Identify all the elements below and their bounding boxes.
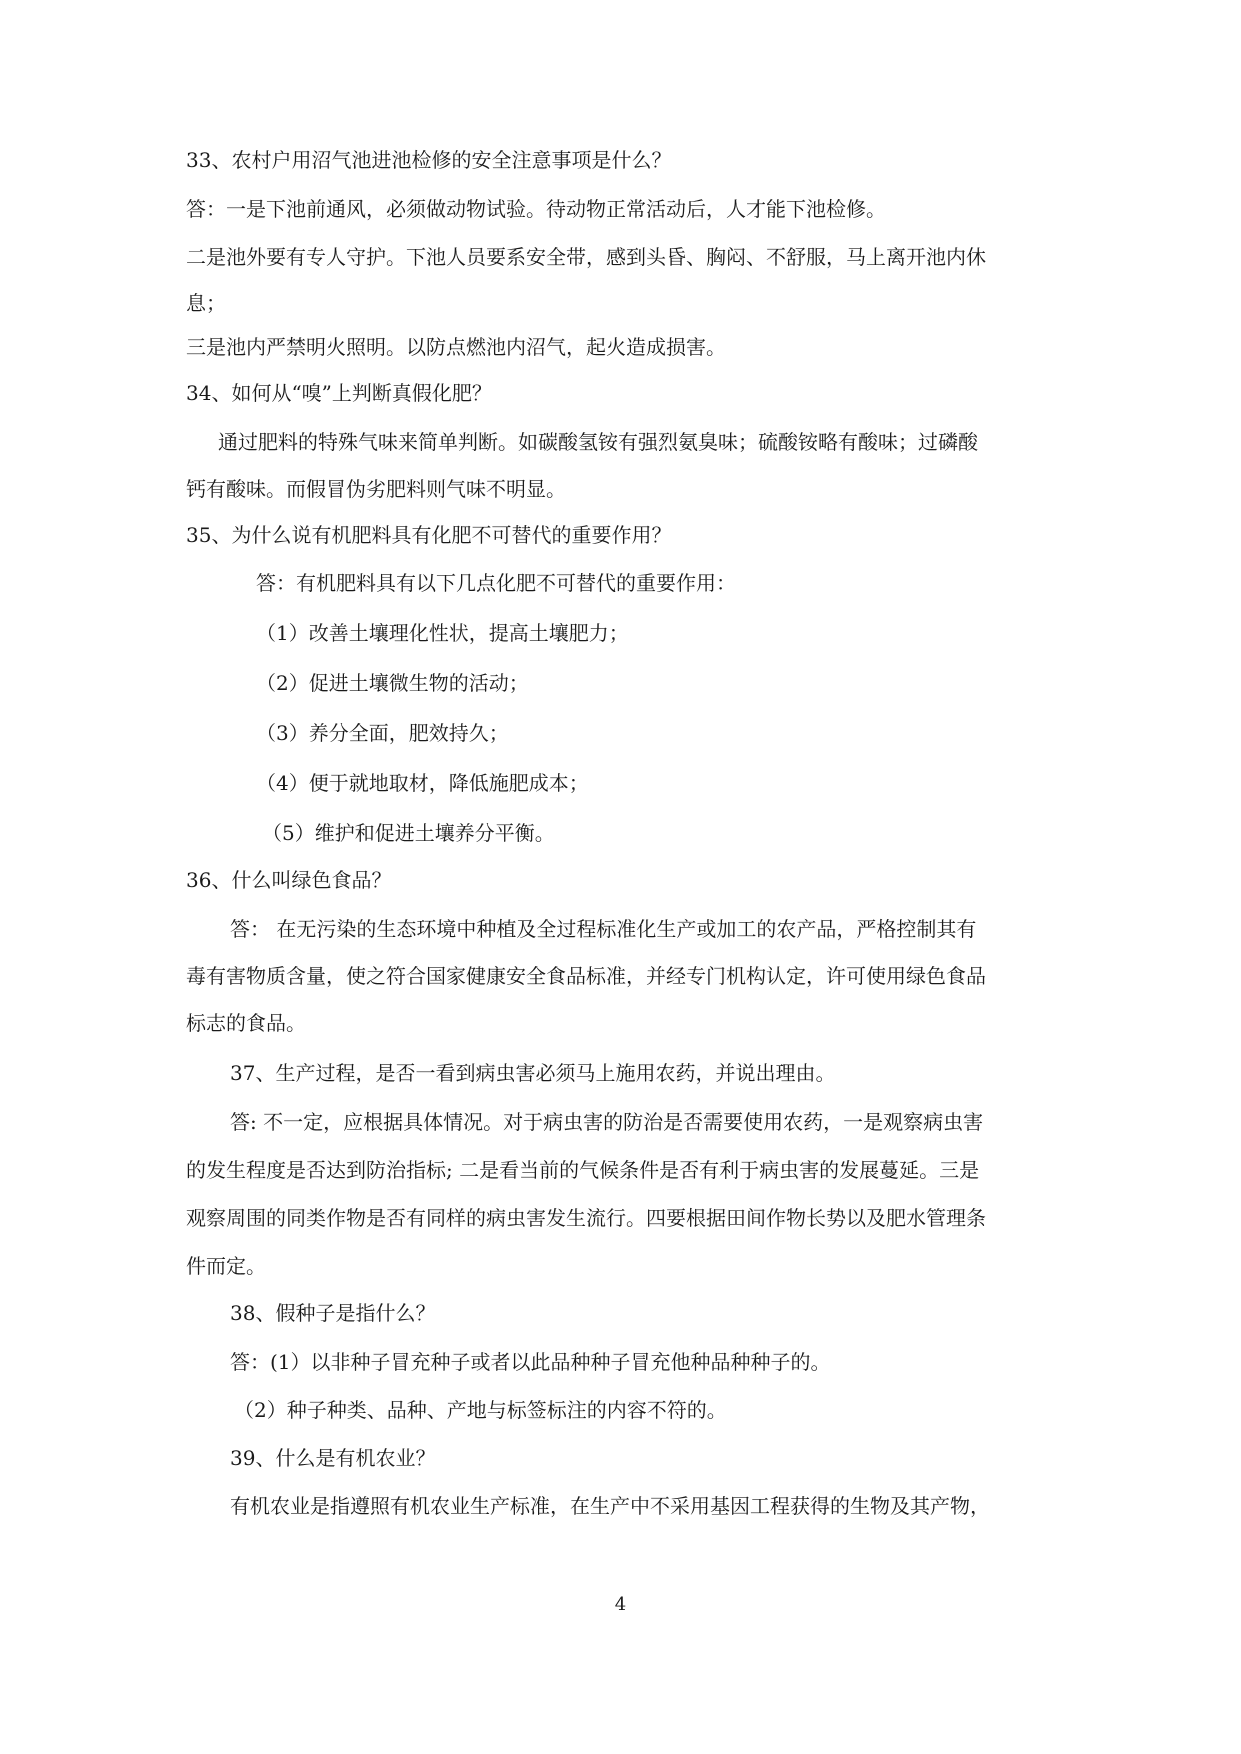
answer-37-line-3: 观察周围的同类作物是否有同样的病虫害发生流行。四要根据田间作物长势以及肥水管理条 xyxy=(186,1206,986,1230)
answer-34-line-2: 钙有酸味。而假冒伪劣肥料则气味不明显。 xyxy=(186,477,566,501)
answer-36-line-2: 毒有害物质含量，使之符合国家健康安全食品标准，并经专门机构认定，许可使用绿色食品 xyxy=(186,964,986,988)
answer-37-line-4: 件而定。 xyxy=(186,1254,266,1278)
answer-33-line-2: 二是池外要有专人守护。下池人员要系安全带，感到头昏、胸闷、不舒服，马上离开池内休 xyxy=(186,245,986,269)
answer-35-intro: 答：有机肥料具有以下几点化肥不可替代的重要作用： xyxy=(256,571,736,595)
question-35: 35、为什么说有机肥料具有化肥不可替代的重要作用？ xyxy=(186,523,672,547)
question-38: 38、假种子是指什么？ xyxy=(230,1301,436,1325)
question-37: 37、生产过程，是否一看到病虫害必须马上施用农药，并说出理由。 xyxy=(230,1061,836,1085)
answer-38-line-1: 答：(1）以非种子冒充种子或者以此品种种子冒充他种品种种子的。 xyxy=(230,1350,831,1374)
page-number: 4 xyxy=(614,1594,627,1615)
answer-35-item-4: （4）便于就地取材，降低施肥成本； xyxy=(256,771,589,795)
answer-33-line-3: 息； xyxy=(186,291,226,315)
answer-36-line-3: 标志的食品。 xyxy=(186,1011,306,1035)
answer-34-line-1: 通过肥料的特殊气味来简单判断。如碳酸氢铵有强烈氨臭味；硫酸铵略有酸味；过磷酸 xyxy=(218,430,978,454)
answer-33-line-4: 三是池内严禁明火照明。以防点燃池内沼气，起火造成损害。 xyxy=(186,335,726,359)
answer-35-item-5: （5）维护和促进土壤养分平衡。 xyxy=(262,821,555,845)
question-39: 39、什么是有机农业？ xyxy=(230,1446,436,1470)
answer-38-line-2: （2）种子种类、品种、产地与标签标注的内容不符的。 xyxy=(234,1398,727,1422)
answer-33-line-1: 答：一是下池前通风，必须做动物试验。待动物正常活动后，人才能下池检修。 xyxy=(186,197,886,221)
question-33: 33、农村户用沼气池进池检修的安全注意事项是什么？ xyxy=(186,148,672,172)
question-36: 36、什么叫绿色食品？ xyxy=(186,868,392,892)
answer-36-line-1: 答： 在无污染的生态环境中种植及全过程标准化生产或加工的农产品，严格控制其有 xyxy=(230,917,977,941)
question-34: 34、如何从“嗅”上判断真假化肥？ xyxy=(186,381,492,405)
answer-37-line-2: 的发生程度是否达到防治指标; 二是看当前的气候条件是否有利于病虫害的发展蔓延。三是 xyxy=(186,1158,980,1182)
answer-35-item-2: （2）促进土壤微生物的活动； xyxy=(256,671,529,695)
answer-35-item-3: （3）养分全面，肥效持久； xyxy=(256,721,509,745)
answer-35-item-1: （1）改善土壤理化性状，提高土壤肥力； xyxy=(256,621,629,645)
answer-39-line-1: 有机农业是指遵照有机农业生产标准，在生产中不采用基因工程获得的生物及其产物， xyxy=(230,1494,990,1518)
answer-37-line-1: 答: 不一定，应根据具体情况。对于病虫害的防治是否需要使用农药，一是观察病虫害 xyxy=(230,1110,984,1134)
